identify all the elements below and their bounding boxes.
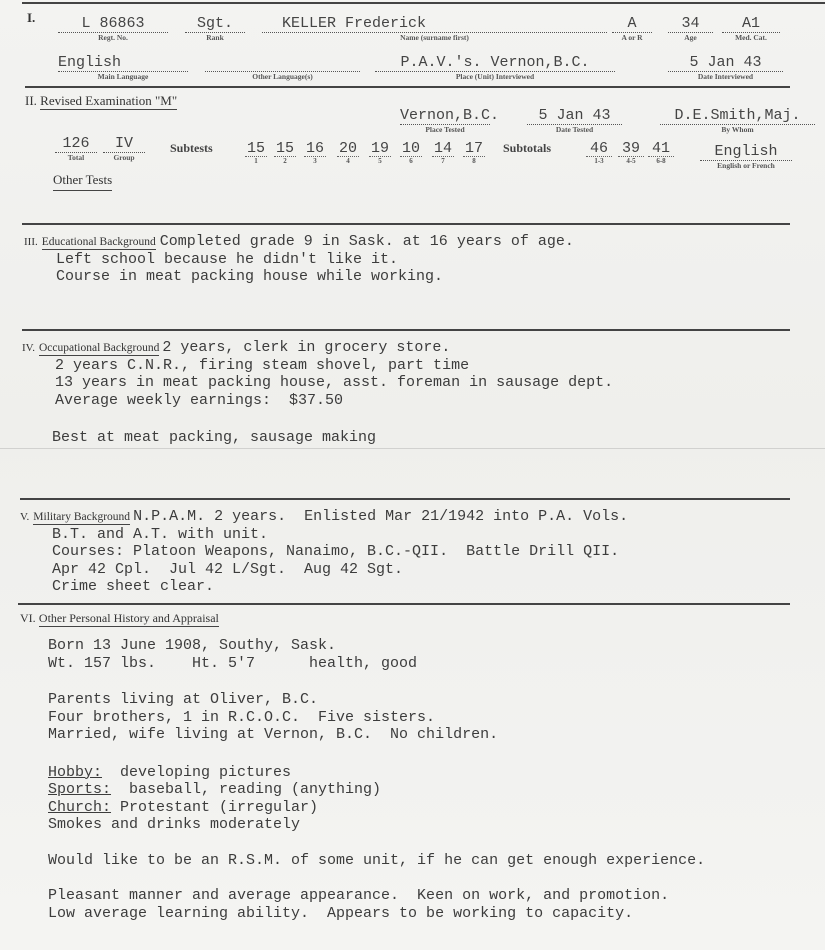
subtest-7: 14 7	[433, 140, 452, 165]
subtest-8: 17 8	[464, 140, 483, 165]
section-2-numeral: II.	[25, 93, 37, 108]
section-6-header	[20, 610, 219, 626]
main-language-value: English	[58, 55, 188, 72]
occupation-line-5: Best at meat packing, sausage making	[52, 429, 377, 446]
a-or-r-caption: A or R	[621, 33, 643, 42]
section-6-heading: Other Personal History and Appraisal	[38, 611, 219, 625]
personal-line-2: Wt. 157 lbs. Ht. 5'7 health, good	[48, 654, 418, 672]
test-language-value: English	[700, 144, 792, 161]
by-whom-caption: By Whom	[721, 125, 754, 134]
section-divider	[25, 86, 790, 88]
occupation-line-1: 2 years, clerk in grocery store.	[162, 339, 451, 356]
military-line-1: N.P.A.M. 2 years. Enlisted Mar 21/1942 into P.A. Vols.	[133, 508, 629, 525]
date-tested-value: 5 Jan 43	[527, 108, 622, 125]
place-tested-caption: Place Tested	[425, 125, 465, 134]
test-language-caption: English or French	[717, 161, 775, 170]
subtest-6: 10 6	[401, 140, 420, 165]
subtest-3: 16 3	[305, 140, 324, 165]
section-3	[24, 233, 574, 286]
age-caption: Age	[684, 33, 697, 42]
by-whom-field	[660, 108, 815, 134]
hobby-label: Hobby:	[48, 763, 103, 781]
education-line-1: Completed grade 9 in Sask. at 16 years of age.	[159, 233, 574, 250]
personal-line-1: Born 13 June 1908, Southy, Sask.	[48, 637, 337, 654]
name-field	[262, 16, 607, 42]
total-caption: Total	[67, 153, 85, 162]
occupation-line-3: 13 years in meat packing house, asst. foreman in sausage dept.	[55, 374, 614, 391]
section-divider	[22, 329, 790, 331]
appraisal-line-2: Low average learning ability. Appears to be working to capacity.	[48, 904, 634, 922]
place-tested-field	[400, 107, 500, 134]
rank-value: Sgt.	[185, 16, 245, 33]
section-divider	[20, 498, 790, 500]
rank-field	[185, 16, 245, 42]
subtotal-4-5: 39 4-5	[618, 141, 644, 165]
date-tested-caption: Date Tested	[555, 125, 594, 134]
personal-line-5: Married, wife living at Vernon, B.C. No children.	[48, 726, 499, 743]
date-tested-field	[527, 108, 622, 134]
med-cat-caption: Med. Cat.	[735, 33, 767, 42]
subtest-2: 15 2	[275, 140, 294, 165]
regt-no-value: L 86863	[58, 16, 168, 33]
rank-caption: Rank	[206, 33, 224, 42]
section-4	[22, 339, 613, 447]
main-language-field	[58, 55, 188, 81]
personal-line-4: Four brothers, 1 in R.C.O.C. Five sisters.	[48, 708, 436, 726]
church-label: Church:	[48, 798, 112, 816]
place-interviewed-field	[375, 55, 615, 81]
military-line-3: Courses: Platoon Weapons, Nanaimo, B.C.-QII. Battle Drill QII.	[52, 543, 620, 560]
section-divider	[18, 603, 790, 605]
section-3-heading: Educational Background	[41, 236, 156, 248]
total-value: 126	[55, 136, 97, 153]
date-interviewed-field	[668, 55, 783, 81]
subtest-1: 15 1	[246, 140, 265, 165]
subtest-4: 20 4	[338, 140, 357, 165]
group-field	[103, 136, 145, 162]
med-cat-field	[722, 16, 780, 42]
age-field	[668, 16, 713, 42]
personal-line-3: Parents living at Oliver, B.C.	[48, 691, 319, 708]
section-6-numeral: VI.	[20, 611, 36, 625]
section-5-numeral: V.	[20, 511, 30, 523]
total-field	[55, 136, 97, 162]
ambition-line: Would like to be an R.S.M. of some unit, if he can get enough experience.	[48, 851, 706, 869]
military-line-5: Crime sheet clear.	[52, 578, 215, 595]
section-4-heading: Occupational Background	[38, 342, 160, 354]
military-line-2: B.T. and A.T. with unit.	[52, 525, 269, 543]
test-language-field	[700, 144, 792, 170]
a-or-r-field	[612, 16, 652, 42]
section-5	[20, 508, 628, 596]
sports-label: Sports:	[48, 781, 112, 798]
subtests-label: Subtests	[170, 141, 213, 155]
name-caption: Name (surname first)	[400, 33, 469, 42]
main-language-caption: Main Language	[97, 72, 149, 81]
other-languages-value	[205, 55, 360, 72]
date-interviewed-value: 5 Jan 43	[668, 55, 783, 72]
section-2-header	[25, 93, 177, 109]
a-or-r-value: A	[612, 16, 652, 33]
occupation-line-2: 2 years C.N.R., firing steam shovel, part time	[55, 356, 470, 374]
military-line-4: Apr 42 Cpl. Jul 42 L/Sgt. Aug 42 Sgt.	[52, 560, 404, 578]
med-cat-value: A1	[722, 16, 780, 33]
date-interviewed-caption: Date Interviewed	[697, 72, 754, 81]
hobby-line	[48, 764, 705, 782]
other-languages-field	[205, 55, 360, 81]
appraisal-line-1: Pleasant manner and average appearance. Keen on work, and promotion.	[48, 887, 670, 904]
smokes-line: Smokes and drinks moderately	[48, 816, 301, 833]
section-6-body	[48, 637, 705, 922]
paper-fold	[0, 448, 825, 449]
section-2-heading: Revised Examination "M"	[40, 93, 178, 108]
top-rule	[22, 2, 825, 4]
subtotal-6-8: 41 6-8	[648, 141, 674, 165]
by-whom-value: D.E.Smith,Maj.	[660, 108, 815, 125]
occupation-line-4: Average weekly earnings: $37.50	[55, 391, 344, 409]
section-5-heading: Military Background	[33, 511, 131, 523]
subtotal-1-3: 46 1-3	[586, 141, 612, 165]
subtotals-label: Subtotals	[503, 141, 552, 155]
church-line	[48, 799, 705, 817]
place-interviewed-value: P.A.V.'s. Vernon,B.C.	[375, 55, 615, 72]
group-caption: Group	[113, 153, 135, 162]
sports-line	[48, 781, 705, 799]
place-tested-value: Vernon,B.C.	[400, 107, 500, 124]
church-value: Protestant (irregular)	[111, 798, 319, 816]
sports-value: baseball, reading (anything)	[111, 781, 382, 798]
section-4-numeral: IV.	[22, 342, 35, 354]
section-divider	[22, 223, 790, 225]
group-value: IV	[103, 136, 145, 153]
regt-no-caption: Regt. No.	[98, 33, 128, 42]
hobby-value: developing pictures	[102, 763, 292, 781]
subtest-5: 19 5	[370, 140, 389, 165]
section-3-numeral: III.	[24, 236, 38, 248]
section-1-numeral: I.	[27, 10, 36, 25]
education-line-2: Left school because he didn't like it.	[56, 250, 399, 268]
name-value: KELLER Frederick	[262, 16, 607, 33]
regt-no-field	[58, 16, 168, 42]
age-value: 34	[668, 16, 713, 33]
place-interviewed-caption: Place (Unit) Interviewed	[455, 72, 535, 81]
education-line-3: Course in meat packing house while working.	[56, 268, 444, 285]
other-tests-label: Other Tests	[53, 172, 112, 191]
other-languages-caption: Other Language(s)	[252, 72, 313, 81]
